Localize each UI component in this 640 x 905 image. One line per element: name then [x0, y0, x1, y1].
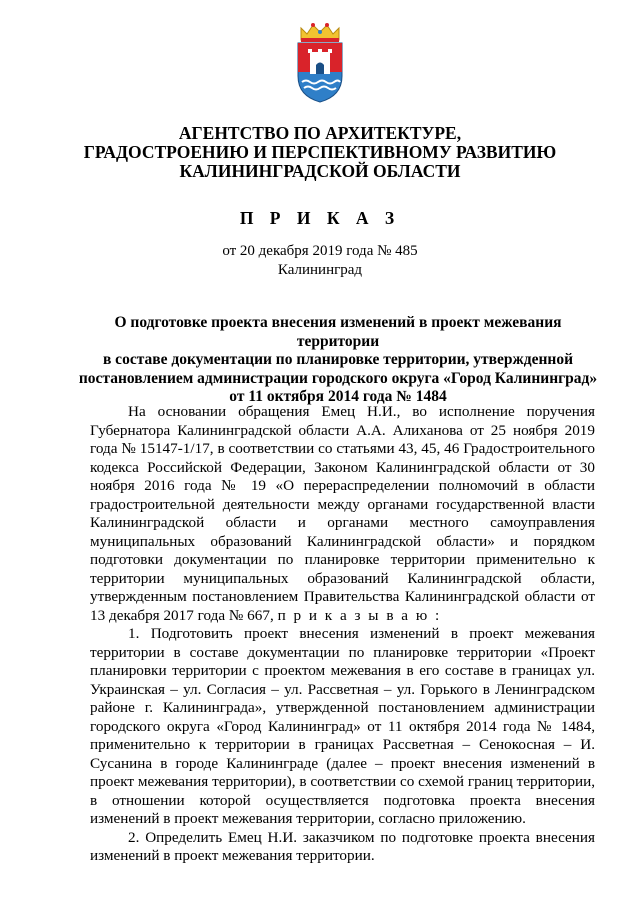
agency-title-line: ГРАДОСТРОЕНИЮ И ПЕРСПЕКТИВНОМУ РАЗВИТИЮ: [83, 142, 557, 162]
document-type: П Р И К А З: [239, 208, 401, 228]
order-item-2: 2. Определить Емец Н.И. заказчиком по подготовке проекта внесения изменений в проект межевания территории.: [90, 828, 595, 864]
agency-title-line: КАЛИНИНГРАДСКОЙ ОБЛАСТИ: [179, 161, 461, 181]
coat-of-arms-icon: [292, 20, 348, 104]
subject-line: от 11 октября 2014 года № 1484: [229, 388, 447, 405]
order-word: п р и к а з ы в а ю :: [277, 606, 442, 624]
subject-line: в составе документации по планировке территории, утвержденной: [102, 351, 574, 368]
document-city: Калининград: [277, 262, 363, 278]
document-body: [90, 403, 595, 866]
agency-title-line: АГЕНТСТВО ПО АРХИТЕКТУРЕ,: [178, 123, 462, 143]
agency-title: [60, 124, 580, 181]
document-subject: [78, 314, 598, 407]
preamble-text: На основании обращения Емец Н.И., во исполнение поручения Губернатора Калининградской области А.А. Алиханова от 25 ноября 2019 года № 15147-1/17, в соответствии со статьями 43, 45, 46 Градостроительного кодекса Российской Федерации, Законом Калининградской области от 30 ноября 2016 года № 19 «О перераспределении полномочий в области градостроительной деятельности между органами государственной власти Калининградской области и органами местного самоуправления муниципальных образований Калининградской области» и порядком подготовки документации по планировке территории применительно к территории муниципальных образований Калининградской области, утвержденным постановлением Правительства Калининградской области от 13 декабря 2017 года № 667,: [90, 403, 595, 624]
document-date-block: [60, 242, 580, 280]
subject-line: постановлением администрации городского округа «Город Калининград»: [78, 369, 598, 387]
order-item-1: 1. Подготовить проект внесения изменений в проект межевания территории в составе документации по планировке территории «Проект планировки территории с проектом межевания в его составе в границах ул. Украинская – ул. Согласия – ул. Рассветная – ул. Горького в Ленинградском районе г. Калининграда», утвержденной постановлением администрации городского округа «Город Калининград» от 11 октября 2014 года № 1484, применительно к территории в границах Рассветная – Сенокосная – И. Сусанина в городе Калининграде (далее – проект внесения изменений в проект межевания территории), в соответствии со схемой границ территории, в отношении которой осуществляется подготовка проекта внесения изменений в проект межевания территории, согласно приложению.: [90, 625, 595, 827]
preamble-paragraph: [90, 403, 595, 625]
document-date: от 20 декабря 2019 года № 485: [222, 243, 418, 259]
subject-line: О подготовке проекта внесения изменений в проект межевания территории: [114, 314, 562, 350]
